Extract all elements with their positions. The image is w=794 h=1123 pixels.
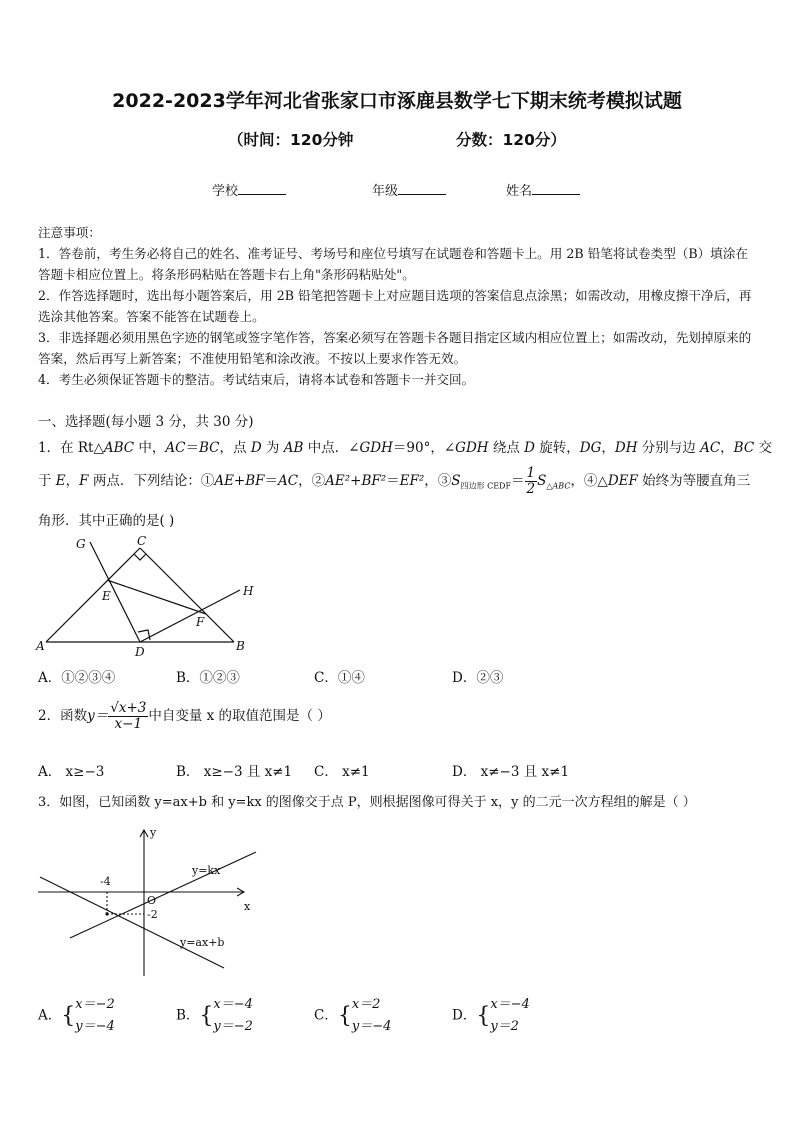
q2-option-a[interactable]: A． x≥−3 xyxy=(38,764,105,780)
grade-field xyxy=(372,180,446,199)
grade-blank xyxy=(398,182,446,195)
notice-item: 4．考生必须保证答题卡的整洁。考试结束后，请将本试卷和答题卡一并交回。 xyxy=(38,372,475,387)
q1-option-c[interactable]: C．①④ xyxy=(314,670,365,686)
line-y-kx xyxy=(70,852,256,938)
grade-label: 年级 xyxy=(372,184,399,199)
intersection-point-P xyxy=(105,912,108,915)
q2-fraction: $\frac{√x+3}{x-1}$ xyxy=(110,700,147,732)
q1-option-b[interactable]: B．①②③ xyxy=(176,670,240,686)
q1-line2: 于 E，F 两点．下列结论：①AE+BF＝AC，②AE²+BF²＝EF²，$③S_{四边形 CEDF}=$ $\frac{1}{2}$ $S_{\triangle ABC}$，④△DEF 始终为等腰直角三 xyxy=(38,465,751,497)
origin-label: O xyxy=(147,894,157,907)
label-D: D xyxy=(135,645,145,659)
q1-line3: 角形．其中正确的是( ) xyxy=(38,513,175,529)
school-blank xyxy=(238,182,286,195)
line-axb-label: y=ax+b xyxy=(180,936,225,949)
paper-title: 2022-2023学年河北省张家口市涿鹿县数学七下期末统考模拟试题 xyxy=(112,90,682,112)
notice-item: 1．答卷前，考生务必将自己的姓名、准考证号、考场号和座位号填写在试题卷和答题卡上。用 2B 铅笔将试卷类型（B）填涂在答题卡相应位置上。将条形码粘贴在答题卡右上角"条形码粘贴处"。 xyxy=(38,246,749,282)
label-E: E xyxy=(102,589,111,603)
school-label: 学校 xyxy=(212,184,239,199)
label-B: B xyxy=(236,639,245,653)
q3-stem: 3．如图，已知函数 y=ax+b 和 y=kx 的图像交于点 P，则根据图像可得关于 x，y 的二元一次方程组的解是（ ） xyxy=(38,795,696,810)
x-tick-label: -4 xyxy=(100,875,111,888)
segment-BC xyxy=(140,548,234,642)
segment-EF xyxy=(107,580,206,614)
right-angle-D xyxy=(138,630,150,640)
fraction: $\frac{1}{2}$ xyxy=(526,465,536,497)
name-label: 姓名 xyxy=(506,184,533,199)
q3-graph xyxy=(34,822,264,982)
q3-option-d[interactable]: D．{ x＝−4 y＝2 xyxy=(452,997,530,1034)
q2-option-d[interactable]: D． x≠−3 且 x≠1 xyxy=(452,764,570,780)
y-axis-label: y xyxy=(150,826,157,839)
label-A: A xyxy=(36,639,45,653)
q1-option-d[interactable]: D．②③ xyxy=(452,670,504,686)
time-label: （时间：120分钟 xyxy=(228,131,354,149)
q1-line1: 1．在 Rt△ABC 中，AC＝BC，点 D 为 AB 中点．∠GDH＝90°，∠GDH 绕点 D 旋转，DG，DH 分别与边 AC，BC 交 xyxy=(38,440,772,456)
q2-option-c[interactable]: C． x≠1 xyxy=(314,764,370,780)
q3-option-b[interactable]: B．{ x＝−4 y＝−2 xyxy=(176,997,253,1034)
section-heading: 一、选择题(每小题 3 分，共 30 分) xyxy=(38,414,254,430)
q3-option-a[interactable]: A．{ x＝−2 y＝−4 xyxy=(38,997,115,1034)
x-axis-label: x xyxy=(244,900,251,913)
label-H: H xyxy=(243,584,254,598)
score-label: 分数：120分） xyxy=(456,131,566,149)
y-tick-label: -2 xyxy=(147,908,158,921)
line-kx-label: y=kx xyxy=(192,864,221,877)
notice-block xyxy=(38,222,758,390)
q3-option-c[interactable]: C．{ x＝2 y＝−4 xyxy=(314,997,392,1034)
name-field xyxy=(506,180,580,199)
q1-triangle-figure xyxy=(34,532,264,662)
notice-item: 3．非选择题必须用黑色字迹的钢笔或签字笔作答，答案必须写在答题卡各题目指定区域内相应位置上；如需改动，先划掉原来的答案，然后再写上新答案；不准使用铅笔和涂改液。不按以上要求作答无效。 xyxy=(38,330,752,366)
notice-item: 2．作答选择题时，选出每小题答案后，用 2B 铅笔把答题卡上对应题目选项的答案信息点涂黑；如需改动，用橡皮擦干净后，再选涂其他答案。答案不能答在试题卷上。 xyxy=(38,288,752,324)
right-angle-C xyxy=(134,554,146,560)
label-G: G xyxy=(76,537,86,551)
school-field xyxy=(212,180,286,199)
label-F: F xyxy=(196,615,205,629)
notice-heading: 注意事项： xyxy=(38,225,101,240)
q2-option-b[interactable]: B． x≥−3 且 x≠1 xyxy=(176,764,293,780)
q1-option-a[interactable]: A．①②③④ xyxy=(38,670,116,686)
name-blank xyxy=(532,182,580,195)
segment-AC xyxy=(46,548,140,642)
ray-DG xyxy=(90,542,140,642)
label-C: C xyxy=(137,534,147,548)
q2-stem: 2．函数y＝ $\frac{√x+3}{x-1}$ 中自变量 x 的取值范围是（ ） xyxy=(38,700,331,732)
line-y-ax-b xyxy=(40,877,224,968)
